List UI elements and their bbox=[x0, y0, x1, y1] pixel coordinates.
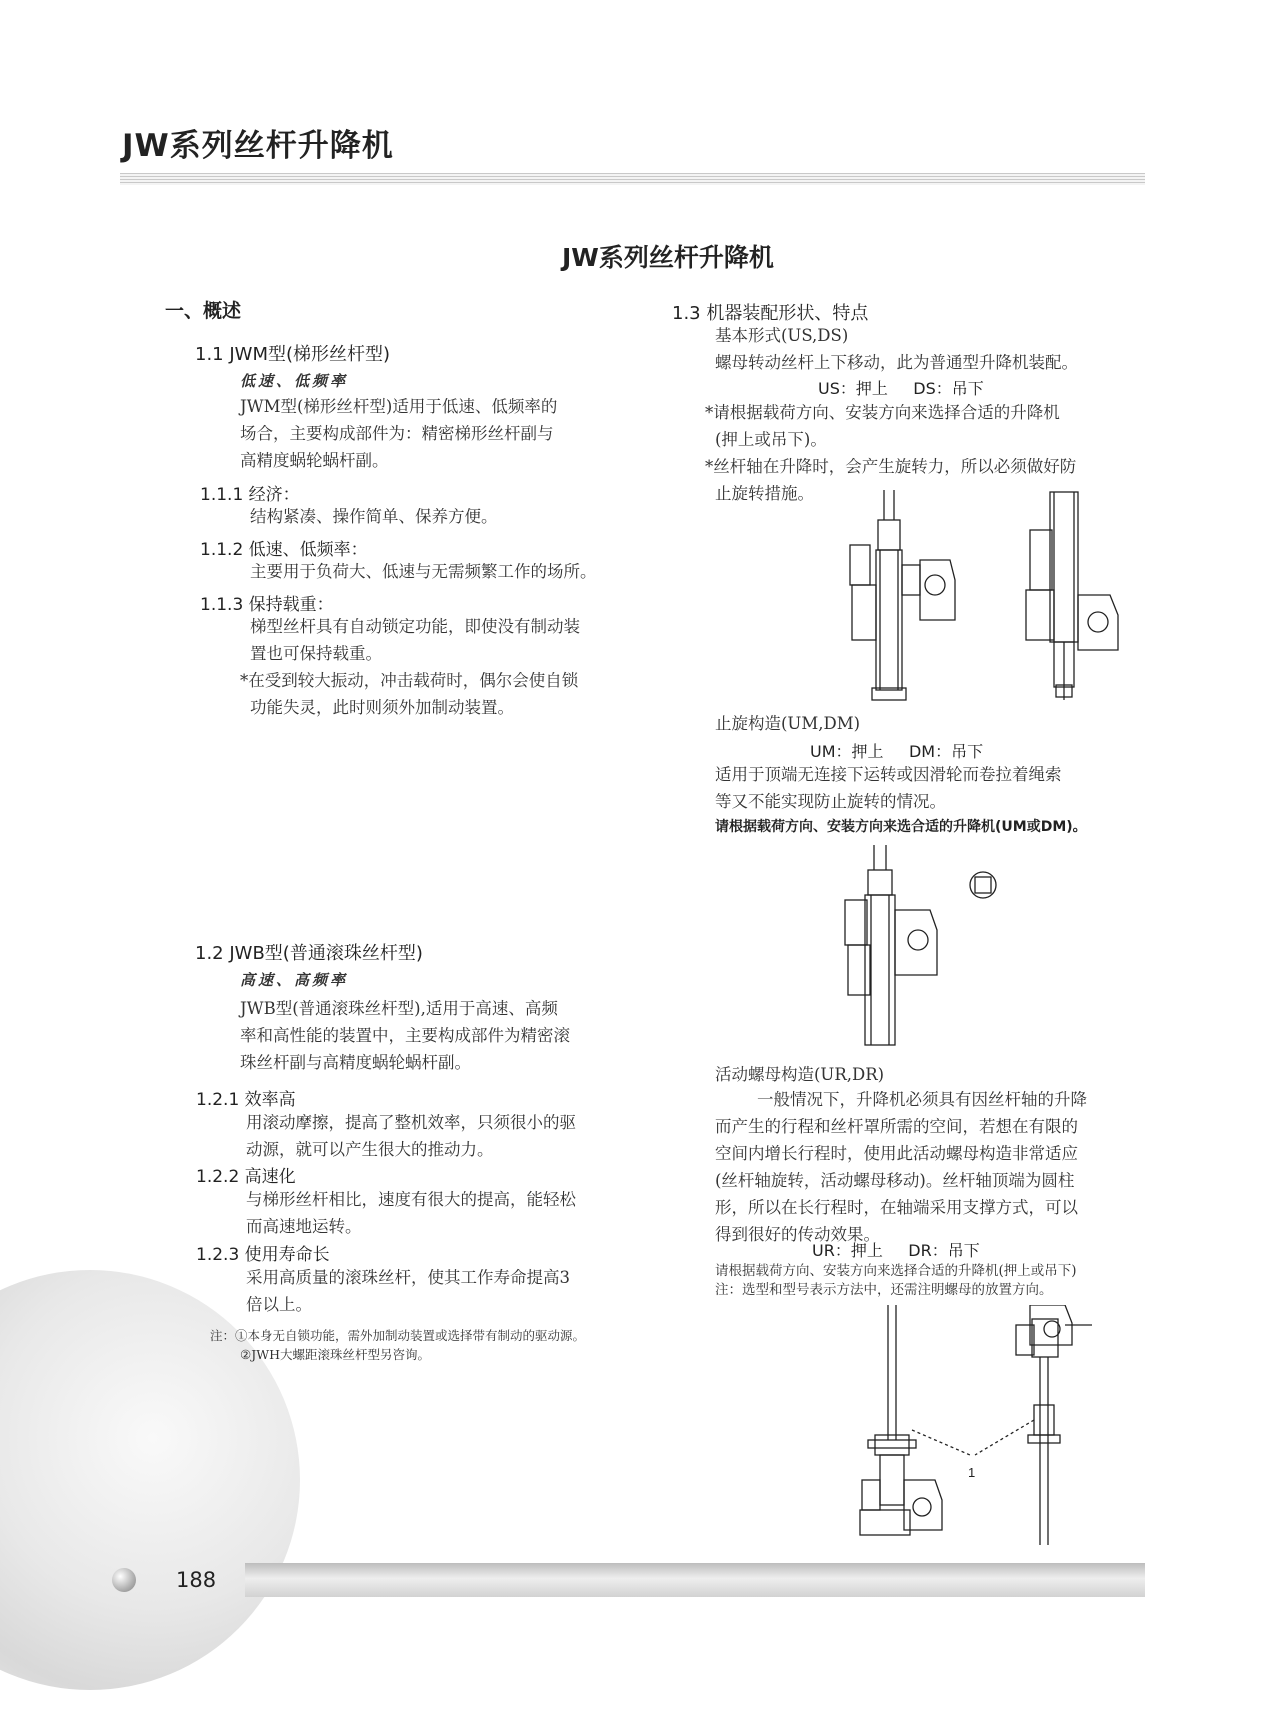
ur-desc-line: (丝杆轴旋转，活动螺母移动)。丝杆轴顶端为圆柱 bbox=[715, 1171, 1075, 1190]
ur-notes bbox=[715, 1262, 1077, 1300]
ur-note-line: 请根据载荷方向、安装方向来选择合适的升降机(押上或吊下) bbox=[715, 1263, 1077, 1279]
i123-heading: 1.2.3 使用寿命长 bbox=[196, 1245, 330, 1265]
ur-note-line: 注：选型和型号表示方法中，还需注明螺母的放置方向。 bbox=[715, 1282, 1053, 1298]
footer-bar bbox=[245, 1563, 1145, 1597]
s12-body bbox=[240, 995, 570, 1076]
ur-dr-drawing bbox=[840, 1305, 1120, 1550]
callout-leader-lines bbox=[912, 1420, 1034, 1455]
ur-jack-drawing bbox=[860, 1305, 942, 1535]
basic-note-line: (押上或吊下)。 bbox=[715, 430, 827, 449]
i113-note-line: *在受到较大振动，冲击载荷时，偶尔会使自锁 bbox=[240, 671, 579, 690]
i121-body bbox=[246, 1109, 576, 1163]
s12-note-line: 注：①本身无自锁功能，需外加制动装置或选择带有制动的驱动源。 bbox=[210, 1328, 586, 1343]
s11-body-line: 场合，主要构成部件为：精密梯形丝杆副与 bbox=[240, 424, 554, 443]
i113-note bbox=[240, 667, 578, 721]
i123-body bbox=[246, 1264, 570, 1318]
s12-body-line: 率和高性能的装置中，主要构成部件为精密滚 bbox=[240, 1026, 570, 1045]
um-note: 请根据载荷方向、安装方向来选合适的升降机(UM或DM)。 bbox=[715, 819, 1087, 835]
um-desc-line: 适用于顶端无连接下运转或因滑轮而卷拉着绳索 bbox=[715, 765, 1062, 784]
basic-form-title: 基本形式(US,DS) bbox=[715, 326, 849, 345]
ur-desc-line: 空间内增长行程时，使用此活动螺母构造非常适应 bbox=[715, 1144, 1078, 1163]
section-overview-title: 一、概述 bbox=[165, 300, 242, 322]
basic-form-labels: US：押上 DS：吊下 bbox=[818, 379, 984, 398]
document-title: JW系列丝杆升降机 bbox=[562, 243, 774, 272]
ur-desc-line: 得到很好的传动效果。 bbox=[715, 1225, 880, 1244]
dr-jack-drawing bbox=[1016, 1305, 1092, 1545]
basic-note-line: *请根据载荷方向、安装方向来选择合适的升降机 bbox=[705, 403, 1060, 422]
i121-body-line: 动源，就可以产生很大的推动力。 bbox=[246, 1140, 494, 1159]
um-desc-line: 等又不能实现防止旋转的情况。 bbox=[715, 792, 946, 811]
i123-body-line: 倍以上。 bbox=[246, 1295, 312, 1314]
i122-body-line: 而高速地运转。 bbox=[246, 1217, 362, 1236]
s12-body-line: JWB型(普通滚珠丝杆型),适用于高速、高频 bbox=[240, 999, 558, 1018]
i112-heading: 1.1.2 低速、低频率： bbox=[200, 540, 368, 560]
s12-subtitle: 高速、高频率 bbox=[240, 971, 349, 989]
us-ds-drawing bbox=[840, 490, 1170, 710]
ur-labels: UR：押上 DR：吊下 bbox=[812, 1241, 980, 1260]
i113-body-line: 置也可保持载重。 bbox=[250, 644, 382, 663]
i111-body: 结构紧凑、操作简单、保养方便。 bbox=[250, 507, 498, 526]
ur-desc-line: 一般情况下，升降机必须具有因丝杆轴的升降 bbox=[757, 1090, 1087, 1109]
s11-subtitle: 低速、低频率 bbox=[240, 372, 349, 390]
us-jack-drawing bbox=[850, 490, 955, 700]
header-title: JW系列丝杆升降机 bbox=[122, 128, 394, 164]
callout-label: 1 bbox=[968, 1465, 976, 1480]
i122-heading: 1.2.2 高速化 bbox=[196, 1167, 296, 1187]
i123-body-line: 采用高质量的滚珠丝杆，使其工作寿命提高3 bbox=[246, 1268, 570, 1287]
header-rule bbox=[120, 173, 1145, 185]
basic-note-line: 止旋转措施。 bbox=[715, 484, 814, 503]
s13-heading: 1.3 机器装配形状、特点 bbox=[672, 303, 869, 324]
s11-heading: 1.1 JWM型(梯形丝杆型) bbox=[195, 344, 391, 365]
basic-form-desc: 螺母转动丝杆上下移动，此为普通型升降机装配。 bbox=[715, 353, 1078, 372]
s11-body-line: JWM型(梯形丝杆型)适用于低速、低频率的 bbox=[240, 397, 558, 416]
i121-heading: 1.2.1 效率高 bbox=[196, 1090, 296, 1110]
footer-bullet-icon bbox=[112, 1568, 136, 1592]
s11-body-line: 高精度蜗轮蜗杆副。 bbox=[240, 451, 389, 470]
i113-body bbox=[250, 613, 580, 667]
s11-body bbox=[240, 393, 557, 474]
ds-jack-drawing bbox=[1026, 492, 1118, 700]
ur-desc-line: 而产生的行程和丝杆罩所需的空间，若想在有限的 bbox=[715, 1117, 1078, 1136]
i113-heading: 1.1.3 保持载重： bbox=[200, 595, 334, 615]
i122-body bbox=[246, 1186, 576, 1240]
ur-desc-line: 形，所以在长行程时，在轴端采用支撑方式，可以 bbox=[715, 1198, 1078, 1217]
ur-title: 活动螺母构造(UR,DR) bbox=[715, 1065, 885, 1084]
um-title: 止旋构造(UM,DM) bbox=[715, 714, 861, 733]
s12-body-line: 珠丝杆副与高精度蜗轮蜗杆副。 bbox=[240, 1053, 471, 1072]
s12-heading: 1.2 JWB型(普通滚珠丝杆型) bbox=[195, 943, 423, 964]
i111-heading: 1.1.1 经济： bbox=[200, 485, 300, 505]
page-number: 188 bbox=[176, 1568, 217, 1592]
basic-note-line: *丝杆轴在升降时，会产生旋转力，所以必须做好防 bbox=[705, 457, 1077, 476]
s12-notes bbox=[210, 1326, 585, 1364]
i113-body-line: 梯型丝杆具有自动锁定功能，即使没有制动装 bbox=[250, 617, 580, 636]
um-labels: UM：押上 DM：吊下 bbox=[810, 742, 984, 761]
um-drawing bbox=[840, 845, 1010, 1055]
i122-body-line: 与梯形丝杆相比，速度有很大的提高，能轻松 bbox=[246, 1190, 576, 1209]
s12-note-line: ②JWH大螺距滚珠丝杆型另咨询。 bbox=[240, 1347, 430, 1362]
um-desc bbox=[715, 761, 1062, 815]
ur-desc bbox=[715, 1086, 1087, 1248]
i112-body: 主要用于负荷大、低速与无需频繁工作的场所。 bbox=[250, 562, 597, 581]
i113-note-line: 功能失灵，此时则须外加制动装置。 bbox=[250, 698, 514, 717]
i121-body-line: 用滚动摩擦，提高了整机效率，只须很小的驱 bbox=[246, 1113, 576, 1132]
